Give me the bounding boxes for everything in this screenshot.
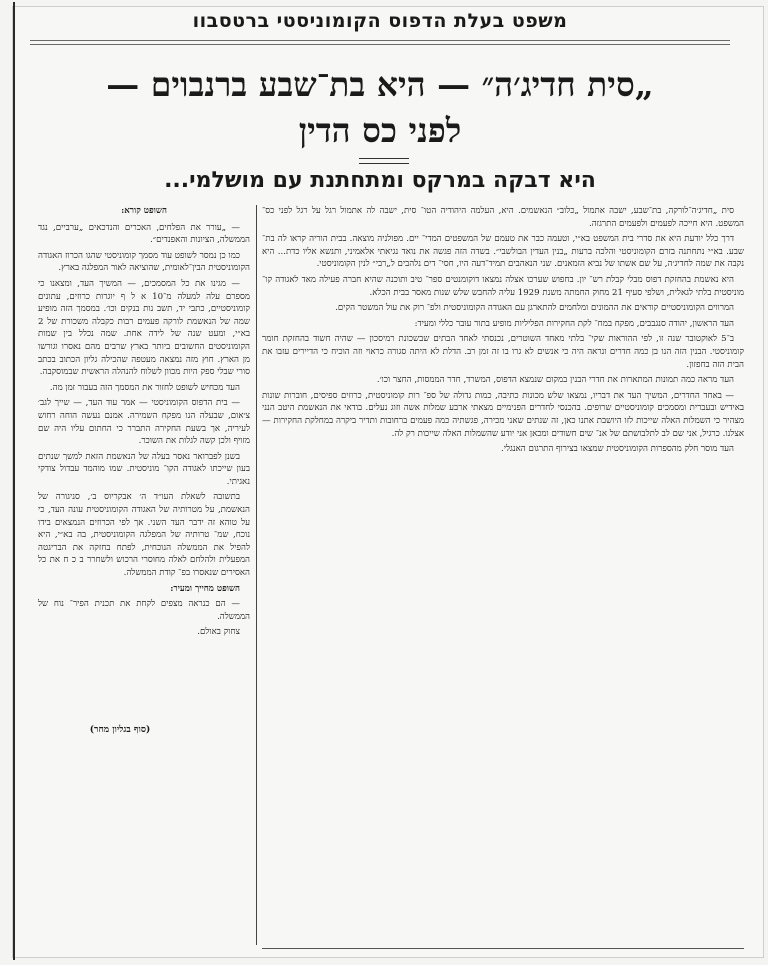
paragraph: העד מוסר חלק מהספרות הקומוניסטית שמצאו בצירוף התרגום האנגלי. (501, 444, 734, 455)
paragraph: — הם כנראה מצפים לקחת את תכנית הפיר־ נוח של הממשלה. (38, 599, 250, 622)
continuation-note: (סוף בגליון מחר) (89, 725, 151, 735)
paragraph: — „עורר את הפלחים, האכרים והנדכאים „ערביים, נגד הממשלה, הציונות והאפנדים״. (38, 222, 250, 246)
bottom-rule (262, 948, 744, 949)
header-rule-top (30, 40, 730, 41)
paragraph: בתשובה לשאלת העו״ד ה׳ אבקריוס ב׳, סניגורה של הנאשמת, על מטרותיה של האגודה הקומוניסטית עונה העד, כי על טוהא זה ידבר העד השני. אך לפי הכרוזים הנמצאים בידו נוכח, שמ־ טרותיה של המפלגה הקומוניסטית, בה בא״י, היא להפיל את הממשלה הנוכחית, לפתח בחזקה את הבריגטה המפעלית ולהלחם לאלה מחוסרי הרכוש ולשחרר ב כ ח את כל האסירים שנאסרו בפ־ קודת הממשלה. (38, 492, 250, 579)
paragraph: — בית הדפוס הקומוניסטי — אמר עוד העד, — שייך לגב׳ צ׳אום, שבעלה הנו מפקח השמירה. אמנם נעשה הוחה רחוש לעיריה, אך בשעת החקירה התברר כי החתום עליו היה שם מזויף ולכן קשה לגלות את השוכר. (38, 398, 250, 447)
paragraph: השופט מחייך ומעיר: (170, 583, 240, 594)
paragraph: העד מראה כמה תמונות המתארות את חדרי הבנין במקום שנמצא הדפוס, המשרד, חדר הממסות, החצר וכו׳. (376, 375, 734, 386)
headline-divider (359, 158, 409, 164)
paragraph-lead: השופט קורא: (121, 206, 167, 216)
paragraph: היא נאשמת בהחזקת דפוס מבלי קבלת רש־ יון. בחפוש שערכו אצלה נמצאו דוקומנטים ספר־ טיב ותוכנה שהיא חברה פעילה מאד לאגודה קו־ מוניסטית בלתי לגאלית, ושלפי סעיף 21 מחוק החמתה משנת 1929 עליה להחבש שלש שנות מאסר בבית הכלא. (262, 274, 744, 298)
article-subhead: היא דבקה במרקס ומתחתנת עם מושלמי... (164, 168, 596, 193)
clipping-left-edge-rule (13, 2, 15, 960)
paragraph: בשנן לפברואר נאסר בעלה של הנאשמת הזאת למשך שנתים בעון שייכתו לאגודה הקו־ מוניסטית. שמו מוהמד עבדול צודקי נאגיתי. (38, 451, 250, 487)
article-column-left (38, 205, 250, 745)
paragraph: — באחד החדרים, המשיך העד את דבריו, נמצאו שלש מכונות כתיבה, כמות גדולה של ספ־ רות קומוניסטית, כרוזים ספיסים, חוברות שונות באידיש ובעברית ומסמכים קומוניסטיים שרופים. בהכנסי לחדרים הפנימיים מצאתי ארבע שמלות אשה וזוג נעלים. בודאי את הנאשמת היטב הנני מצהיר כי השמלות האלה שייכות לזו היושבת אתנו כאן, זה שנתים שאני מכירה, פגשתיה כמה פעמים ברחובות ותדיר ביקרה במחלקת החקירות — אצלנו. כרגיל, אני שם לב לתלבושתם של אנ־ שים חשודים ומכאן אני יודע שהשמלות האלה שייכות רק לה. (262, 390, 744, 439)
paragraph: המרווים הקומוניסטיים קוראים את ההמונים ומלחמים להתארגן עם האגודה הקומוניסטית ולפ־ רוק את עול המשטר הקים. (335, 303, 734, 314)
headline-line-1: „סית חדיג׳ה״ — היא בת־שבע ברנבוים — (106, 65, 654, 104)
header-rule-bottom (30, 44, 730, 45)
paragraph: העד הראשון, יהודה סנגבבים, מפקח במח־ לקת החקירות הפליליות מופיע בתור עובר כללי ומעיד: (414, 318, 734, 329)
article-headline (30, 62, 730, 154)
paragraph: כמו כן נמסר לשופט עוד מסמך קומוניסטי שהגו הכרוז האגודה הקומוניסטית הבין־לאומית, שהוציאה לאור המפלגה בארץ. (38, 250, 250, 274)
paragraph: — מגינו את כל המסמכים, — המשיך העד, ומצאנו כי מספרם עלה למעלה מ־10 א ל ף יוגרות כרוזים, עתונים קומוניסטיים, כתבי יד, תשב נות בנקים וכו׳. במסמך הזה מופיע שמה של הנאשמת לורקה פעמים רבות כקבלה משכורת של 2 בא״י, ומעט שנה של לידה אחת. שמה נכלל בין שמות הקומוניסטים החשובים ביותר בארץ שרבים מהם נאסרו וגורשו מן הארץ. חוץ מזה נמצאה מעטפה שהכילה גליון הכתוב בכתב סורי שבלי ספק היות מכוון לשלוח להנהלה הראשית שבמוסקבה. (38, 278, 250, 378)
paragraph: סית „חדיג׳ה־לורקה, בת־שבע, ישבה אתמול „כלוב״ הנאשמים. היא, העלמה היהודיה הטו־ סית, ישבה לה אתמול רגל על רגל לפני כס־ המשפט. היא חייכה לפעמים ולפעמים התרגזה. (262, 206, 744, 229)
paragraph: צחוק באולם. (197, 627, 240, 638)
paragraph: ב־5 לאוקטובר שנה זו, לפי ההוראות שקי־ בלתי מאחד השוטרים, נכנסתי לאחד הבתים שבשכונת רמיסכון — שהיה חשוד בהחזקת חומר קומוניסטי. הבנין הזה הנו בן כמה חדרים ונראה היה כי אנשים לא גרו בו זה זמן רב. הדלת לא היתה סגורה כראוי וזה הוכיח כי הדיירים עזבו את הבית הזה בחפזון. (262, 334, 744, 370)
column-separator (256, 205, 257, 945)
paragraph: דרך כלל יודעת היא את סדרי בית המשפט בא״י, וטעמה כבר את טעמם של המשפטים המדי־ יים. מפולניה מוצאה. בבית הוריה קראו לה בת־ שבע. בא״י נתחתנה בזרם הקומוניסטי והלכה ברעות „בנין העדין הבולשבי״. בשדה הזה פגשה את נואד נגיאתי אלאמיני, ותנשא אליו כדת... היא נקבה את שמה לחדיג׳ה, על שם אשתו של נביא הזמאנים. שני הנאהבים תמיד־דעה היו, חסי־ דים נלהבים ל„רבי״ לנין הקומוניסטי. (262, 234, 744, 270)
article-column-right (262, 205, 744, 950)
headline-line-2: לפני כס הדין (298, 111, 462, 150)
article-kicker: משפט בעלת הדפוס הקומוניסטי ברטסבוו (192, 10, 568, 32)
paragraph: העד מכחיש לשופט לחזור את המסמך הזה בעבור זמן מה. (49, 382, 240, 393)
